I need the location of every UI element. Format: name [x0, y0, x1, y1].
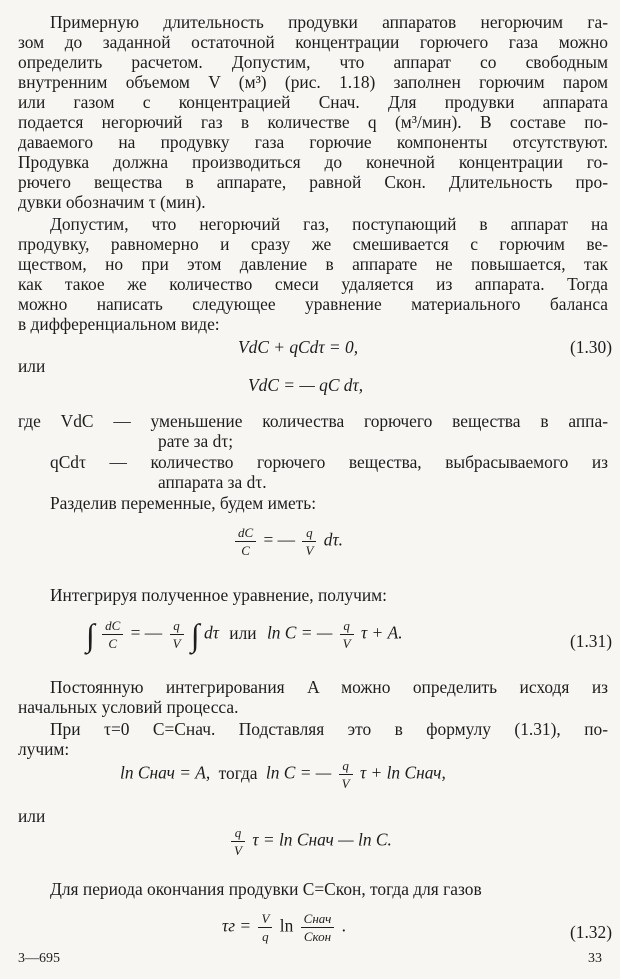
equation-number: (1.30) — [569, 337, 612, 357]
equation-number: (1.31) — [569, 631, 612, 651]
text-line: зом до заданной остаточной концентрации горючего газа можно — [18, 32, 608, 52]
text-line: Разделив переменные, будем иметь: — [50, 493, 317, 513]
text-line: рючего вещества в аппарате, равной Cкон. Длительность про- — [18, 172, 608, 192]
text-line: Продувка должна производиться до конечной концентрации го- — [18, 152, 608, 172]
text-line: в дифференциальном виде: — [18, 314, 220, 334]
text-line: дувки обозначим τ (мин). — [18, 192, 206, 212]
text-line: рате за dτ; — [158, 431, 234, 451]
equation-1-30b: VdC = — qC dτ, — [248, 375, 364, 395]
text-line: лучим: — [18, 739, 70, 759]
text-line: продувку, равномерно и сразу же смешивается с горючим ве- — [18, 234, 608, 254]
equation-1-31: ∫ $\frac{dC}{C}$ = — $\frac{q}{V}$ ∫ dτ или ln C = — $\frac{q}{V}$ τ + A. — [86, 616, 403, 653]
signature-mark: 3—695 — [18, 951, 60, 966]
text-line: При τ=0 C=Cнач. Подставляя это в формулу (1.31), по- — [50, 719, 608, 739]
text-line: начальных условий процесса. — [18, 697, 239, 717]
text-line: qCdτ — количество горючего вещества, выбрасываемого из — [50, 452, 608, 472]
text-line: аппарата за dτ. — [158, 472, 267, 492]
text-line: ществом, но при этом давление в аппарате не повышается, так — [18, 254, 608, 274]
text-line: где VdC — уменьшение количества горючего вещества в аппа- — [18, 411, 608, 431]
equation-1-32: τг = $\frac{V}{q}$ ln $\frac{\text{Cнач}}{\text{Cкон}}$ . — [222, 911, 347, 944]
equation-constant: ln Cнач = A, тогда ln C = — $\frac{q}{V}$ τ + ln Cнач, — [120, 758, 446, 791]
text-line: как такое же количество смеси удаляется из аппарата. Тогда — [18, 274, 608, 294]
text-line: или газом с концентрацией Cнач. Для продувки аппарата — [18, 92, 608, 112]
equation-1-30: VdC + qCdτ = 0, — [238, 337, 359, 357]
text-line: подается негорючий газ в количестве q (м³/мин). В составе по- — [18, 112, 608, 132]
text-line: Постоянную интегрирования A можно определить исходя из — [50, 677, 608, 697]
equation-separated: $\frac{dC}{C}$ = — $\frac{q}{V}$ dτ. — [232, 524, 343, 559]
text-line: Интегрируя полученное уравнение, получим: — [50, 585, 388, 605]
text-line: Допустим, что негорючий газ, поступающий в аппарат на — [50, 214, 608, 234]
text-line: Для периода окончания продувки C=Cкон, тогда для газов — [50, 879, 482, 899]
equation-rearranged: $\frac{q}{V}$ τ = ln Cнач — ln C. — [228, 824, 392, 859]
text-line: можно написать следующее уравнение материального баланса — [18, 294, 608, 314]
text-line: или — [18, 806, 46, 826]
text-line: или — [18, 356, 46, 376]
text-line: Примерную длительность продувки аппаратов негорючим га- — [50, 12, 608, 32]
equation-number: (1.32) — [569, 922, 612, 942]
text-line: даваемого на продувку газа горючие компоненты отсутствуют. — [18, 132, 608, 152]
text-line: внутренним объемом V (м³) (рис. 1.18) заполнен горючим паром — [18, 72, 608, 92]
text-line: определить расчетом. Допустим, что аппарат со свободным — [18, 52, 608, 72]
page-number: 33 — [588, 951, 602, 966]
